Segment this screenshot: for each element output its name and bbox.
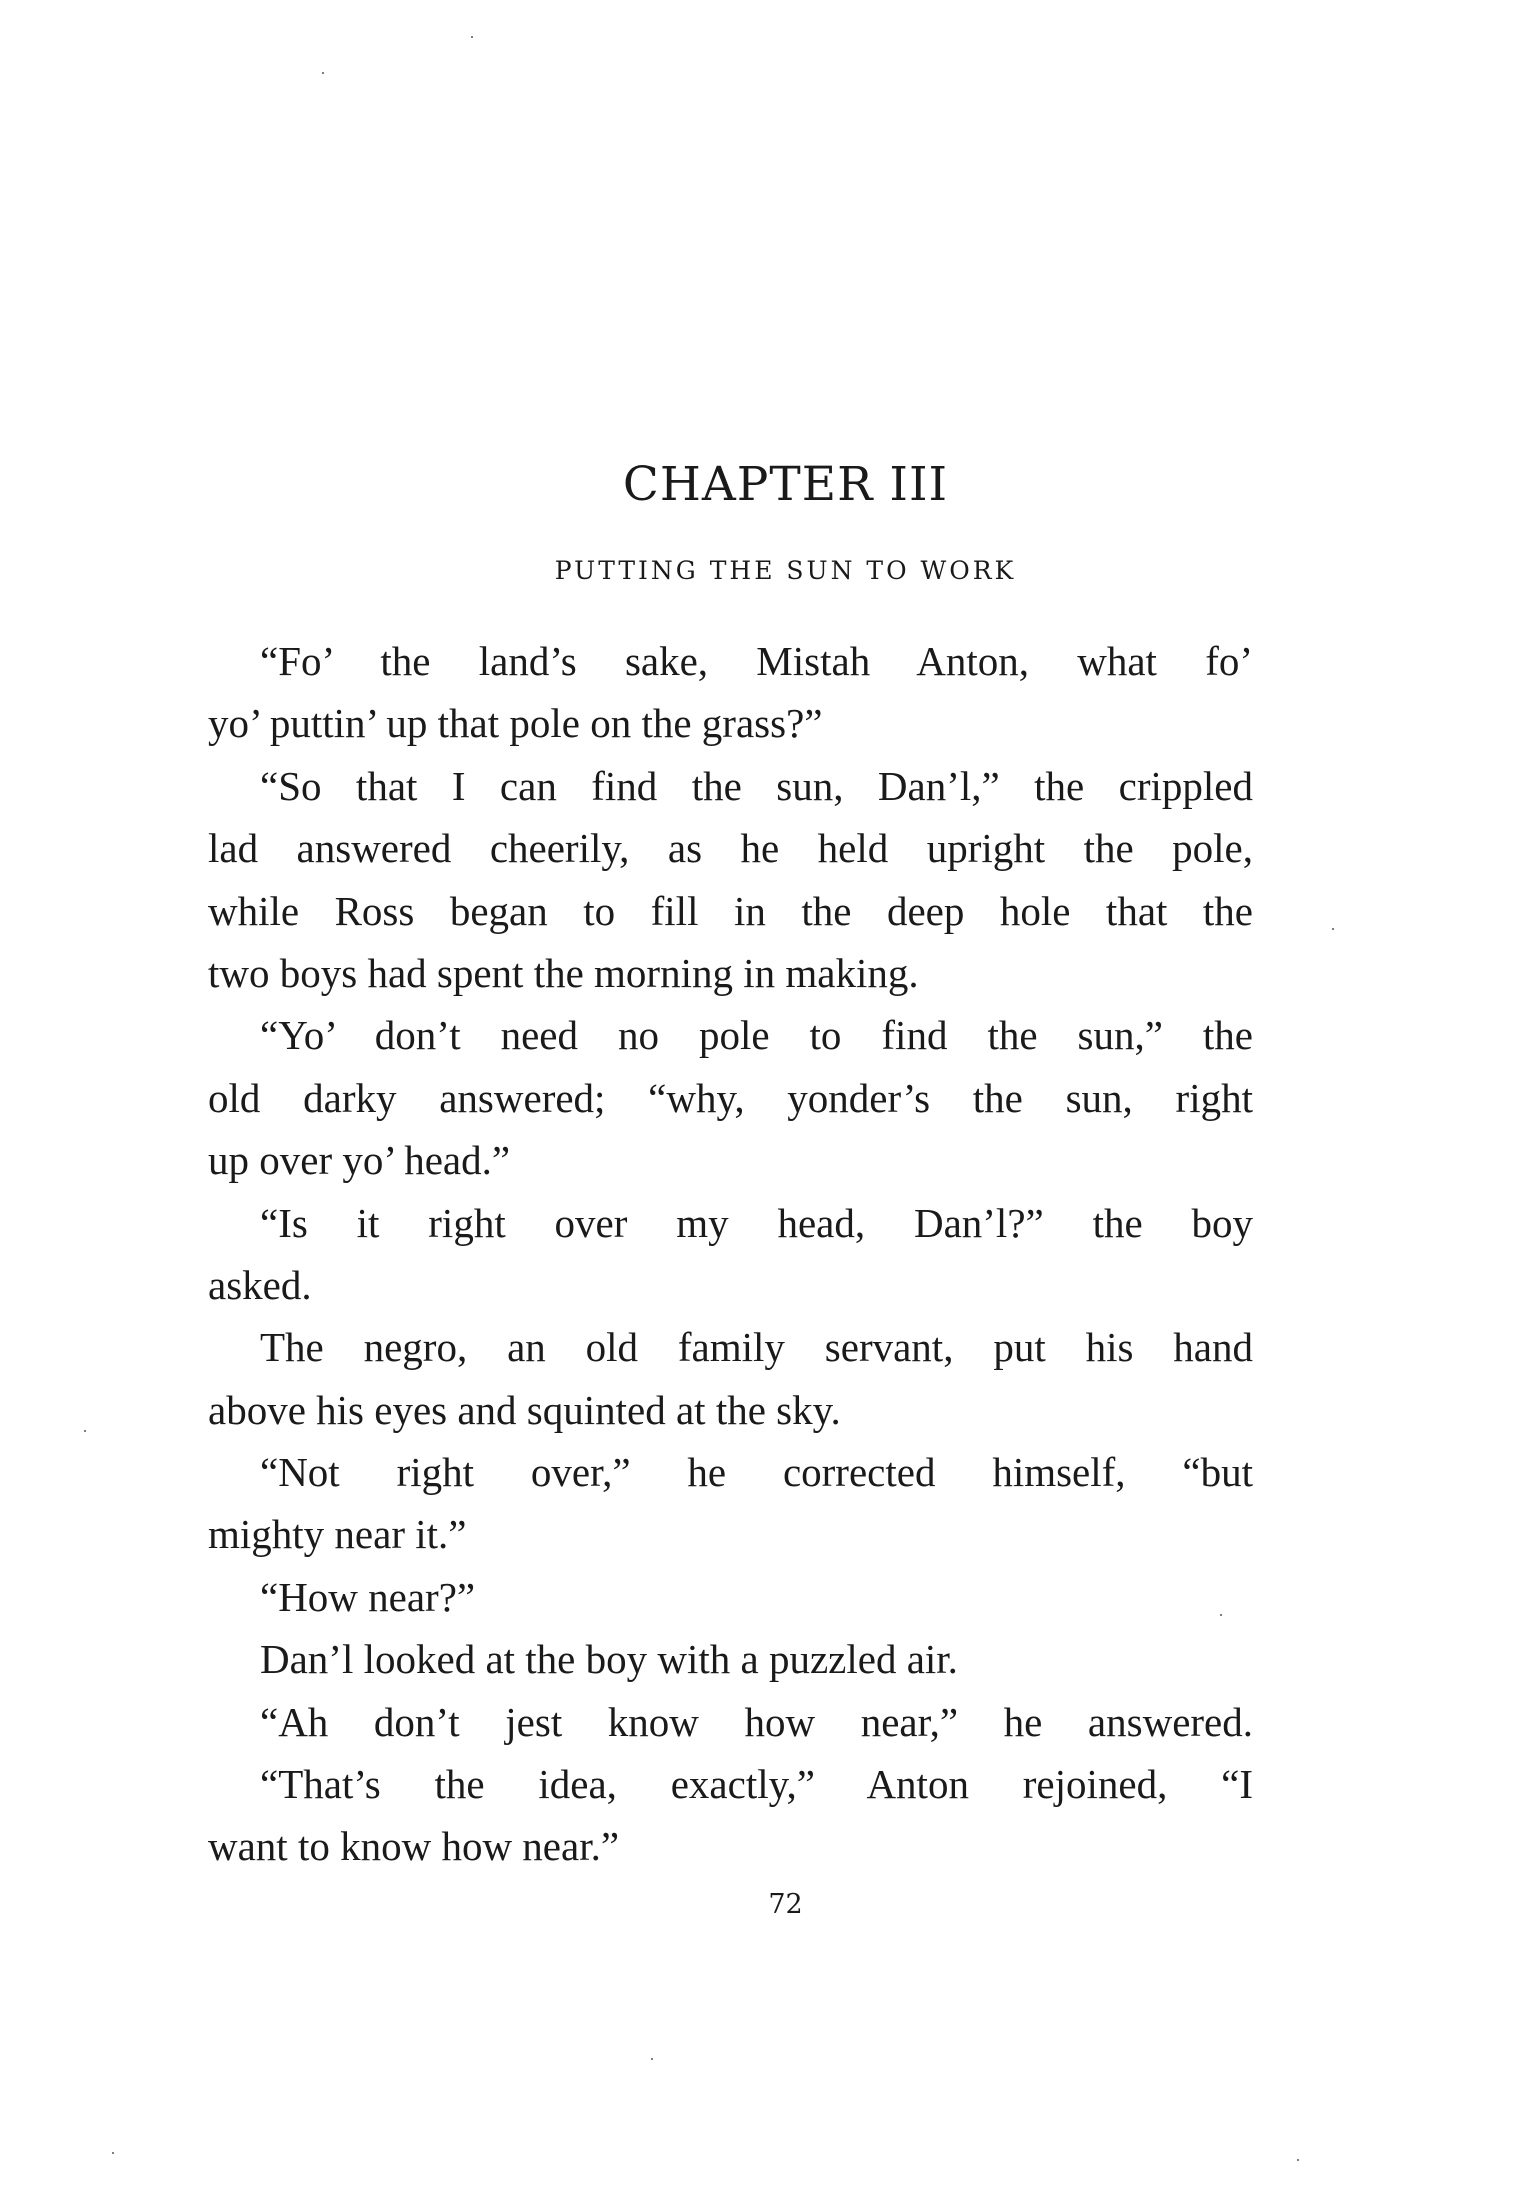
text-line: “Fo’ the land’s sake, Mistah Anton, what fo’ xyxy=(260,638,1253,684)
text-line: yo’ puttin’ up that pole on the grass?” xyxy=(208,700,823,747)
scan-speck xyxy=(1332,928,1334,930)
text-line: up over yo’ head.” xyxy=(208,1137,511,1184)
scan-speck xyxy=(84,1430,86,1432)
page-number: 72 xyxy=(768,1889,803,1920)
scan-speck xyxy=(651,2058,653,2060)
text-line: “Is it right over my head, Dan’l?” the boy xyxy=(260,1199,1253,1246)
chapter-title: CHAPTER III xyxy=(622,457,949,512)
text-line: old darky answered; “why, yonder’s the sun, right xyxy=(208,1074,1253,1121)
text-line: two boys had spent the morning in making. xyxy=(208,949,919,996)
text-line: while Ross began to fill in the deep hole that the xyxy=(208,887,1253,934)
text-line: asked. xyxy=(208,1261,312,1308)
text-line: lad answered cheerily, as he held upright the pole, xyxy=(208,825,1253,872)
scan-speck xyxy=(471,36,473,38)
text-line: “How near?” xyxy=(260,1573,476,1620)
text-line: Dan’l looked at the boy with a puzzled air. xyxy=(260,1636,958,1683)
scan-speck xyxy=(322,72,324,74)
chapter-subtitle: PUTTING THE SUN TO WORK xyxy=(554,556,1017,585)
text-line: above his eyes and squinted at the sky. xyxy=(208,1386,841,1433)
scan-speck xyxy=(1297,2159,1299,2161)
scan-speck xyxy=(112,2152,114,2154)
text-line: want to know how near.” xyxy=(208,1823,620,1870)
scan-speck xyxy=(1220,1614,1222,1616)
text-line: “Yo’ don’t need no pole to find the sun,” the xyxy=(260,1012,1253,1059)
text-line: “Not right over,” he corrected himself, “but xyxy=(260,1449,1253,1496)
body-text xyxy=(208,630,1253,1878)
text-line: “That’s the idea, exactly,” Anton rejoined, “I xyxy=(260,1761,1253,1808)
text-line: “So that I can find the sun, Dan’l,” the crippled xyxy=(260,762,1253,809)
text-line: mighty near it.” xyxy=(208,1511,467,1558)
text-line: The negro, an old family servant, put his hand xyxy=(260,1324,1253,1371)
text-line: “Ah don’t jest know how near,” he answered. xyxy=(260,1698,1253,1745)
